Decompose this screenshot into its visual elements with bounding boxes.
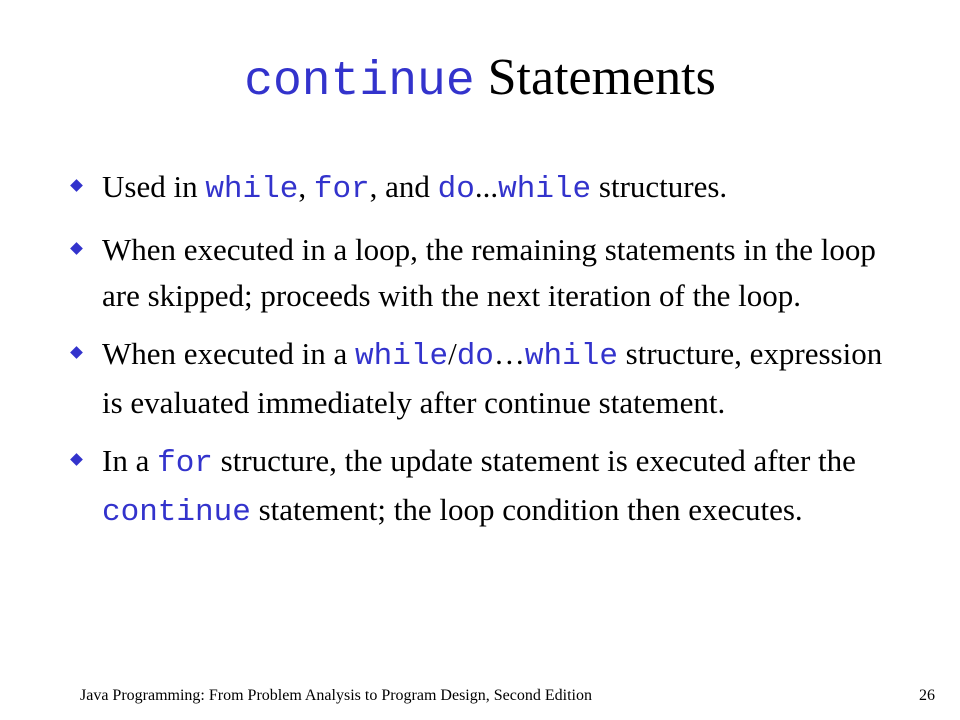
diamond-bullet-icon — [70, 179, 83, 192]
diamond-bullet-icon — [70, 346, 83, 359]
slide-title — [0, 46, 960, 114]
bullet-item — [68, 227, 888, 319]
title-code-keyword: continue — [244, 55, 475, 109]
diamond-bullet-icon — [70, 242, 83, 255]
bullet-text: In a for structure, the update statement is executed after the continue statement; the loop condition then executes. — [102, 443, 856, 530]
footer-text: Java Programming: From Problem Analysis to Program Design, Second Edition — [80, 687, 592, 704]
page-number: 26 — [919, 687, 935, 704]
bullet-text: Used in while, for, and do...while structures. — [102, 169, 728, 207]
bullet-item — [68, 438, 888, 536]
bullet-text: When executed in a loop, the remaining statements in the loop are skipped; proceeds with the next iteration of the loop. — [102, 232, 876, 313]
diamond-bullet-icon — [70, 453, 83, 466]
bullet-text: When executed in a while/do…while structure, expression is evaluated immediately after continue statement. — [102, 336, 883, 420]
bullet-list — [68, 164, 888, 548]
bullet-item — [68, 331, 888, 426]
bullet-item — [68, 164, 888, 213]
title-text: Statements — [474, 49, 716, 106]
